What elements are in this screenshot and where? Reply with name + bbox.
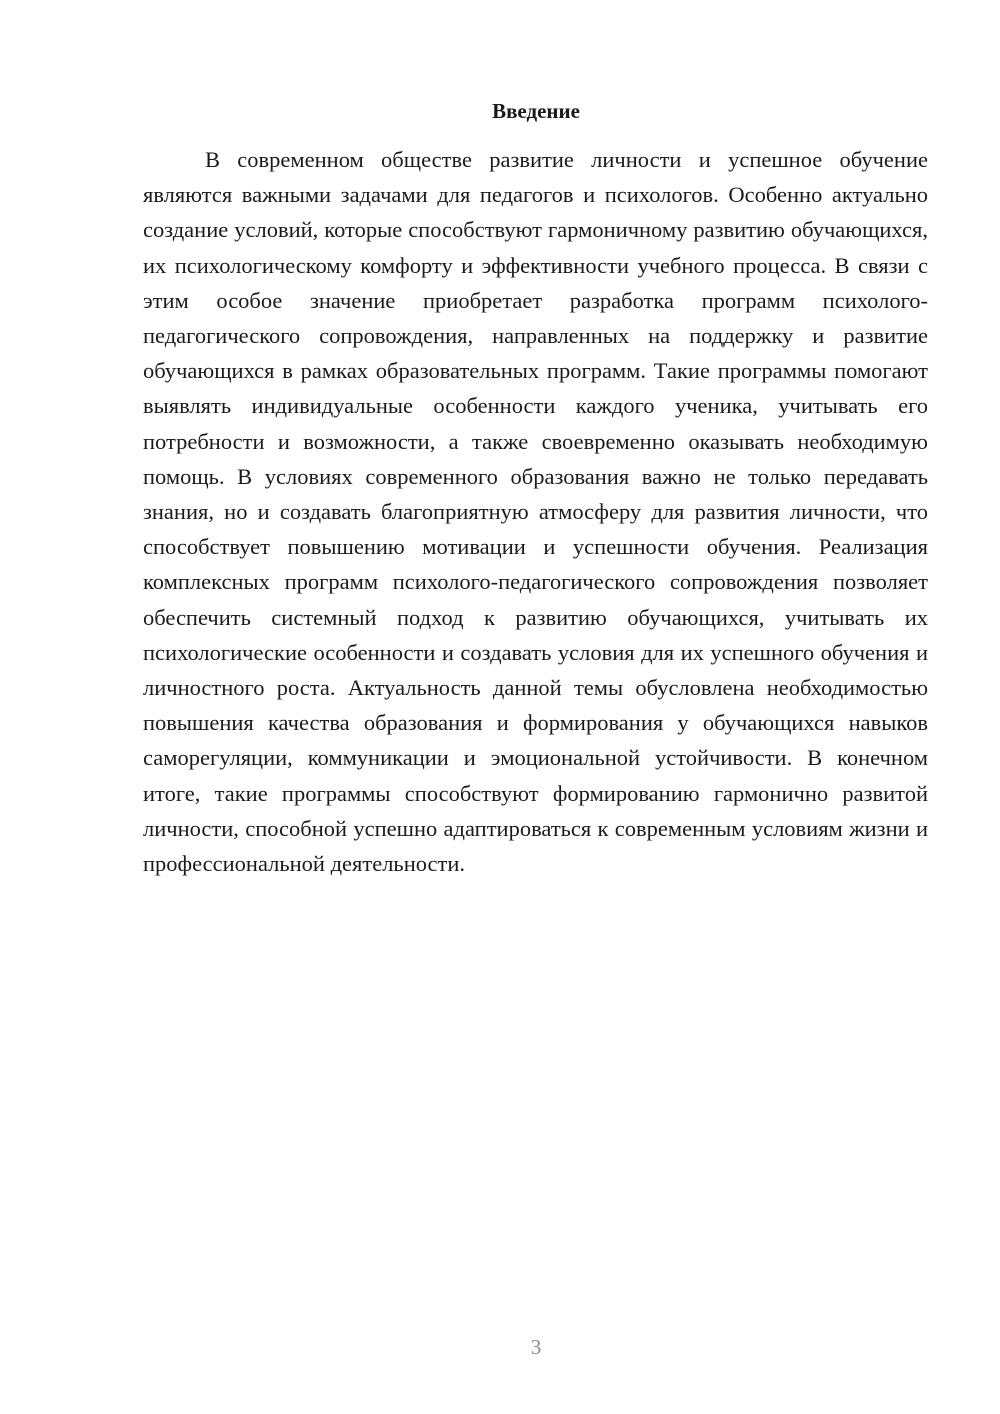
- body-paragraph: В современном обществе развитие личности и успешное обучение являются важными задачами для педагогов и психологов. Особенно актуально создание условий, которые способствуют гармоничному развитию обучающихся, их психологическому комфорту и эффективности учебного процесса. В связи с этим особое значение приобретает разработка программ психолого-педагогического сопровождения, направленных на поддержку и развитие обучающихся в рамках образовательных программ. Такие программы помогают выявлять индивидуальные особенности каждого ученика, учитывать его потребности и возможности, а также своевременно оказывать необходимую помощь. В условиях современного образования важно не только передавать знания, но и создавать благоприятную атмосферу для развития личности, что способствует повышению мотивации и успешности обучения. Реализация комплексных программ психолого-педагогического сопровождения позволяет обеспечить системный подход к развитию обучающихся, учитывать их психологические особенности и создавать условия для их успешного обучения и личностного роста. Актуальность данной темы обусловлена необходимостью повышения качества образования и формирования у обучающихся навыков саморегуляции, коммуникации и эмоциональной устойчивости. В конечном итоге, такие программы способствуют формированию гармонично развитой личности, способной успешно адаптироваться к современным условиям жизни и профессиональной деятельности.: [143, 147, 928, 877]
- page-number: 3: [530, 1335, 542, 1359]
- section-heading: Введение: [492, 99, 580, 123]
